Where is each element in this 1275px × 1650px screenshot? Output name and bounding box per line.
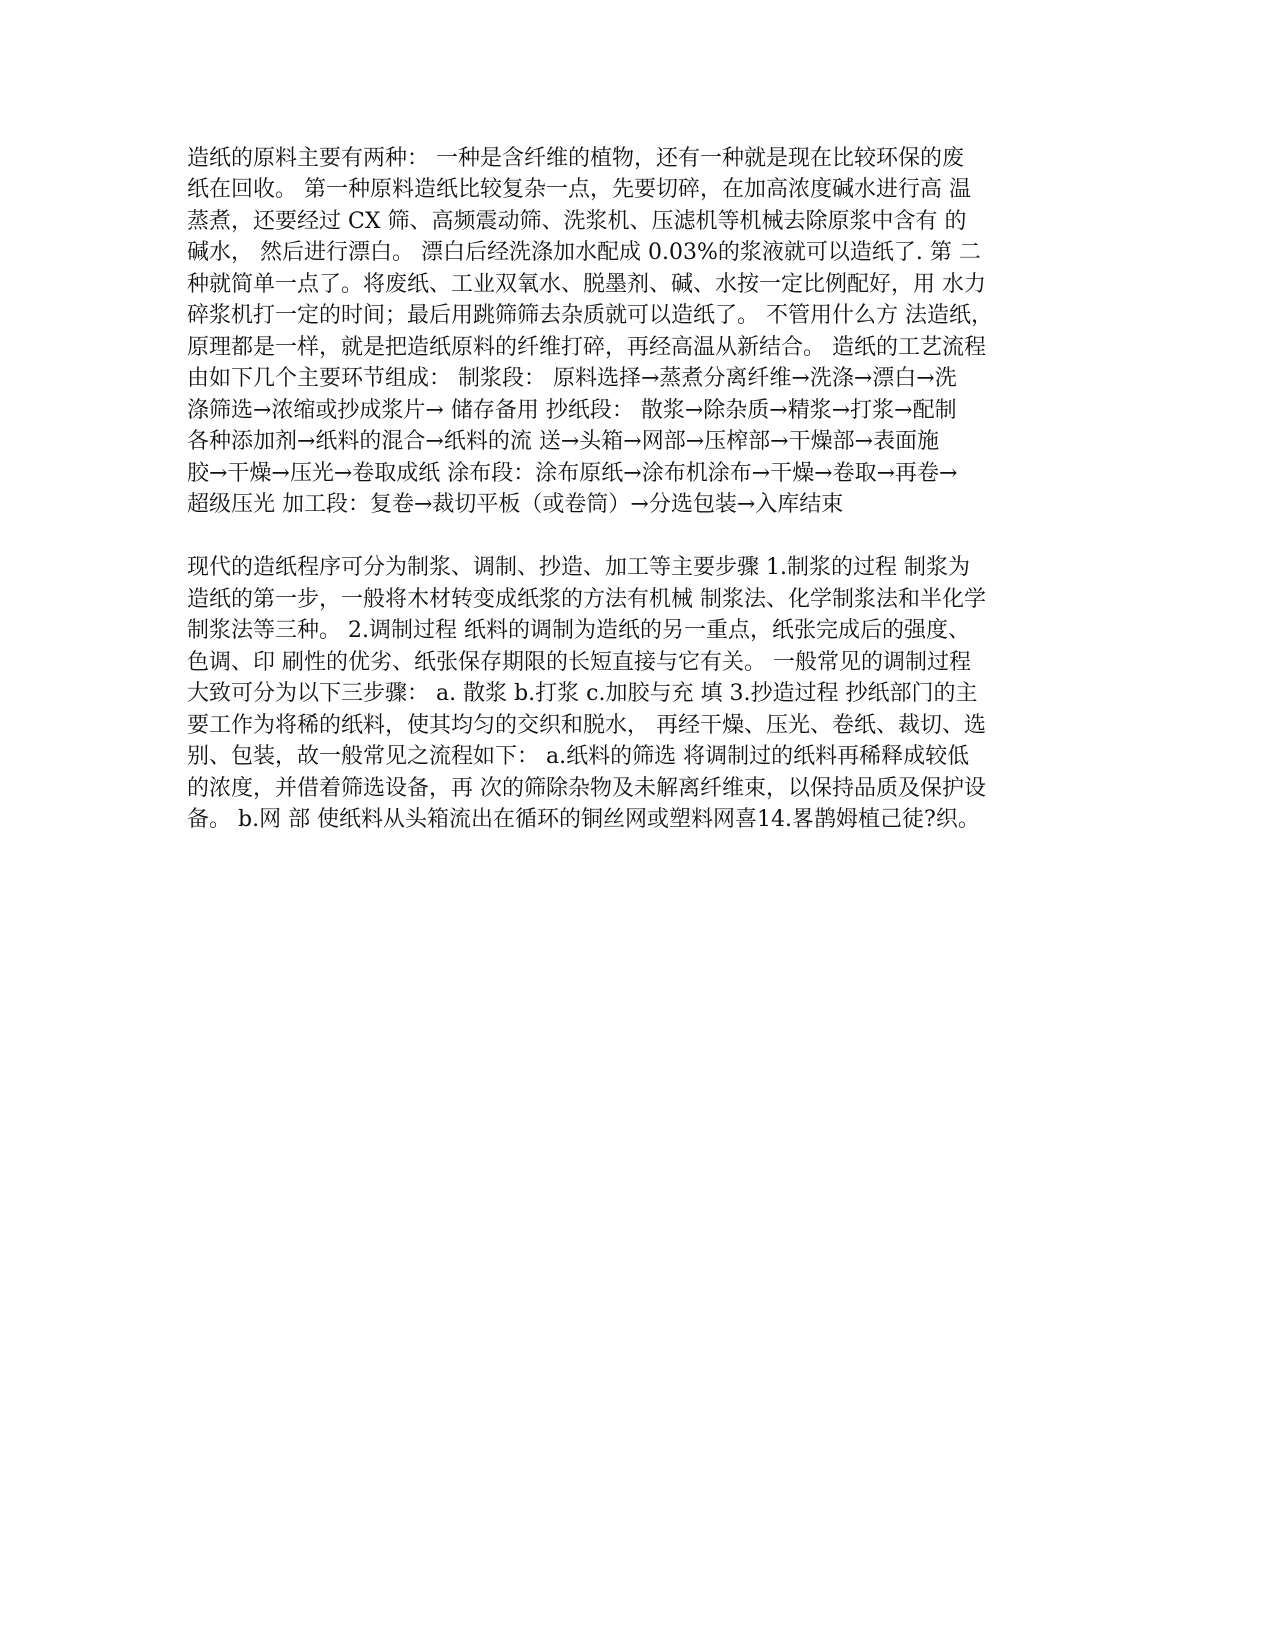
text-line: 色调、印 刷性的优劣、纸张保存期限的长短直接与它有关。 一般常见的调制过程 bbox=[187, 650, 971, 675]
text-line: 胶→干燥→压光→卷取成纸 涂布段：涂布原纸→涂布机涂布→干燥→卷取→再卷→ bbox=[187, 461, 958, 486]
text-line: 涤筛选→浓缩或抄成浆片→ 储存备用 抄纸段： 散浆→除杂质→精浆→打浆→配制 bbox=[187, 398, 957, 423]
text-line: 由如下几个主要环节组成： 制浆段： 原料选择→蒸煮分离纤维→洗涤→漂白→洗 bbox=[187, 366, 957, 391]
text-line: 造纸的第一步，一般将木材转变成纸浆的方法有机械 制浆法、化学制浆法和半化学 bbox=[187, 587, 986, 612]
text-line: 原理都是一样，就是把造纸原料的纤维打碎，再经高温从新结合。 造纸的工艺流程 bbox=[187, 335, 986, 360]
text-line: 各种添加剂→纸料的混合→纸料的流 送→头箱→网部→压榨部→干燥部→表面施 bbox=[187, 429, 940, 454]
text-line: 造纸的原料主要有两种： 一种是含纤维的植物，还有一种就是现在比较环保的废 bbox=[187, 146, 964, 171]
text-line: 别、包装，故一般常见之流程如下： a.纸料的筛选 将调制过的纸料再稀释成较低 bbox=[187, 744, 970, 769]
text-line: 超级压光 加工段：复卷→裁切平板（或卷筒）→分选包装→入库结束 bbox=[187, 492, 844, 517]
text-line: 要工作为将稀的纸料，使其均匀的交织和脱水， 再经干燥、压光、卷纸、裁切、选 bbox=[187, 713, 986, 738]
text-line: 的浓度，并借着筛选设备，再 次的筛除杂物及未解离纤维束，以保持品质及保护设 bbox=[187, 776, 986, 801]
text-line: 碎浆机打一定的时间；最后用跳筛筛去杂质就可以造纸了。 不管用什么方 法造纸， bbox=[187, 303, 993, 328]
text-line: 大致可分为以下三步骤： a. 散浆 b.打浆 c.加胶与充 填 3.抄造过程 抄纸部门的主 bbox=[187, 681, 978, 706]
text-line: 蒸煮，还要经过 CX 筛、高频震动筛、洗浆机、压滤机等机械去除原浆中含有 的 bbox=[187, 209, 967, 234]
text-line: 备。 b.网 部 使纸料从头箱流出在循环的铜丝网或塑料网喜14.畧鹊姆植己徒?织。 bbox=[187, 807, 980, 832]
text-line: 纸在回收。 第一种原料造纸比较复杂一点，先要切碎，在加高浓度碱水进行高 温 bbox=[187, 177, 971, 202]
text-line: 种就简单一点了。将废纸、工业双氧水、脱墨剂、碱、水按一定比例配好，用 水力 bbox=[187, 272, 986, 297]
text-line: 制浆法等三种。 2.调制过程 纸料的调制为造纸的另一重点，纸张完成后的强度、 bbox=[187, 618, 970, 643]
text-line: 现代的造纸程序可分为制浆、调制、抄造、加工等主要步骤 1.制浆的过程 制浆为 bbox=[187, 555, 970, 580]
text-line: 碱水， 然后进行漂白。 漂白后经洗涤加水配成 0.03%的浆液就可以造纸了. 第 二 bbox=[187, 240, 981, 265]
